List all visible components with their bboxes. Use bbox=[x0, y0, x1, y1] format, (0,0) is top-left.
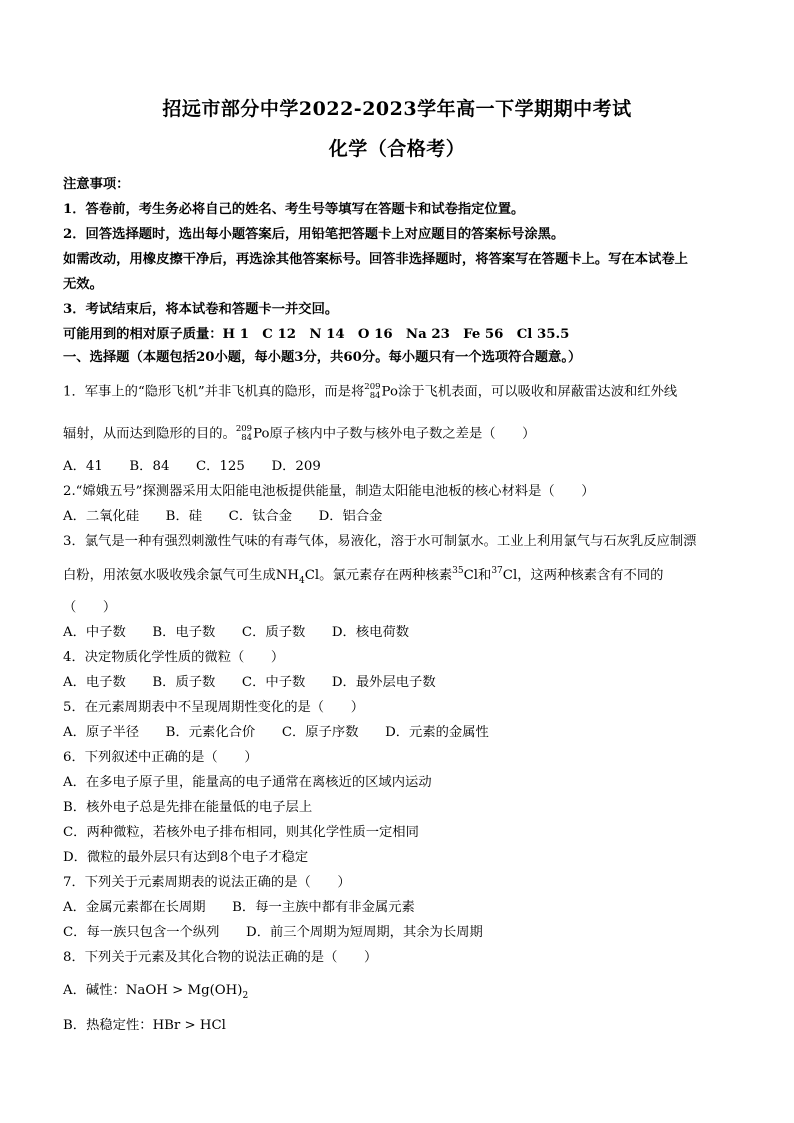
nh4cl-nh: NH bbox=[275, 568, 299, 583]
exam-title: 招远市部分中学2022-2023学年高一下学期期中考试 bbox=[162, 98, 632, 120]
nh4cl-subscript: 4 bbox=[298, 576, 305, 586]
q3-stem-line1: 3．氯气是一种有强烈刺激性气味的有毒气体，易液化，溶于水可制氯水。工业上利用氯气与石灰乳反应制漂 bbox=[63, 534, 697, 549]
po-mass-number-2: 209 bbox=[235, 424, 253, 434]
q1-stem-part-d: 原子核内中子数与核外电子数之差是（ ） bbox=[269, 426, 536, 442]
q5-options: A．原子半径 B．元素化合价 C．原子序数 D．元素的金属性 bbox=[63, 725, 489, 740]
q3-stem-line2 bbox=[63, 567, 663, 586]
q3-options: A．中子数 B．电子数 C．质子数 D．核电荷数 bbox=[63, 625, 410, 640]
q7-options-ab: A．金属元素都在长周期 B．每一主族中都有非金属元素 bbox=[63, 900, 415, 915]
q1-stem-line1 bbox=[63, 383, 677, 402]
q4-options: A．电子数 B．质子数 C．中子数 D．最外层电子数 bbox=[63, 675, 436, 690]
q8-a-formula: NaOH > Mg(OH) bbox=[125, 983, 243, 998]
note-3: 3．考试结束后，将本试卷和答题卡一并交回。 bbox=[63, 302, 339, 317]
note-2: 2．回答选择题时，选出每小题答案后，用铅笔把答题卡上对应题目的答案标号涂黑。 bbox=[63, 227, 565, 242]
q6-option-d: D．微粒的最外层只有达到8个电子才稳定 bbox=[63, 850, 309, 865]
nh4cl-cl: Cl bbox=[304, 568, 320, 583]
q8-stem: 8．下列关于元素及其化合物的说法正确的是（ ） bbox=[63, 950, 378, 965]
q3-stem-line3: （ ） bbox=[63, 600, 117, 615]
po-atomic-number: 84 bbox=[369, 391, 381, 401]
q4-stem: 4．决定物质化学性质的微粒（ ） bbox=[63, 650, 285, 665]
section-title: 一、选择题（本题包括20小题，每小题3分，共60分。每小题只有一个选项符合题意。） bbox=[63, 350, 582, 365]
q1-stem-part-a: 1．军事上的“隐形飞机”并非飞机真的隐形，而是将 bbox=[63, 384, 365, 400]
q8-a-label: A．碱性： bbox=[63, 983, 126, 998]
q1-stem-part-c: 辐射，从而达到隐形的目的。 bbox=[63, 426, 236, 442]
q1-stem-line2 bbox=[63, 425, 535, 444]
q8-a-subscript: 2 bbox=[242, 991, 249, 1001]
q2-stem: 2.“嫦娥五号”探测器采用太阳能电池板提供能量，制造太阳能电池板的核心材料是（ ） bbox=[63, 484, 595, 499]
q6-option-c: C．两种微粒，若核外电子排布相同，则其化学性质一定相同 bbox=[63, 825, 419, 840]
q6-option-b: B．核外电子总是先排在能量低的电子层上 bbox=[63, 800, 313, 815]
note-2-end: 无效。 bbox=[63, 277, 103, 292]
atomic-masses: 可能用到的相对原子质量：H 1 C 12 N 14 O 16 Na 23 Fe 56 Cl 35.5 bbox=[63, 327, 570, 342]
cl37-mass: 37 bbox=[491, 566, 503, 576]
po-symbol: Po bbox=[381, 384, 398, 400]
q3-stem-part-d: ，这两种核素含有不同的 bbox=[517, 568, 664, 583]
cl37-symbol: Cl bbox=[502, 568, 518, 583]
q8-option-a bbox=[63, 982, 248, 1001]
nh4cl-formula bbox=[275, 568, 320, 586]
q6-stem: 6．下列叙述中正确的是（ ） bbox=[63, 750, 258, 765]
po-symbol-2: Po bbox=[253, 426, 270, 442]
q8-b-formula: HBr > HCl bbox=[152, 1018, 226, 1033]
q7-stem: 7．下列关于元素周期表的说法正确的是（ ） bbox=[63, 875, 351, 890]
po-atomic-number-2: 84 bbox=[241, 433, 253, 443]
exam-subtitle: 化学（合格考） bbox=[328, 138, 466, 160]
q1-options: A．41 B．84 C．125 D．209 bbox=[63, 459, 321, 474]
notes-heading: 注意事项： bbox=[63, 177, 130, 192]
q7-options-cd: C．每一族只包含一个纵列 D．前三个周期为短周期，其余为长周期 bbox=[63, 925, 483, 940]
q3-stem-part-c: 。氯元素存在两种核素 bbox=[319, 568, 453, 583]
note-1: 1．答卷前，考生务必将自己的姓名、考生号等填写在答题卡和试卷指定位置。 bbox=[63, 202, 525, 217]
po-mass-number: 209 bbox=[364, 382, 381, 392]
po-nuclide-notation bbox=[364, 383, 380, 401]
q1-stem-part-b: 涂于飞机表面，可以吸收和屏蔽雷达波和红外线 bbox=[397, 384, 678, 400]
q8-option-b bbox=[63, 1017, 226, 1035]
q3-and: 和 bbox=[478, 568, 492, 583]
q3-stem-part-b: 白粉，用浓氨水吸收残余氯气可生成 bbox=[63, 568, 276, 583]
po-nuclide-notation-2 bbox=[236, 425, 252, 443]
cl35-symbol: Cl bbox=[463, 568, 479, 583]
q2-options: A．二氧化硅 B．硅 C．钛合金 D．铝合金 bbox=[63, 509, 383, 524]
q6-option-a: A．在多电子原子里，能量高的电子通常在离核近的区域内运动 bbox=[63, 775, 432, 790]
q8-b-label: B．热稳定性： bbox=[63, 1018, 153, 1033]
note-2-cont: 如需改动，用橡皮擦干净后，再选涂其他答案标号。回答非选择题时，将答案写在答题卡上。写在本试卷上 bbox=[63, 252, 688, 267]
cl35-mass: 35 bbox=[452, 566, 464, 576]
q5-stem: 5．在元素周期表中不呈现周期性变化的是（ ） bbox=[63, 700, 364, 715]
